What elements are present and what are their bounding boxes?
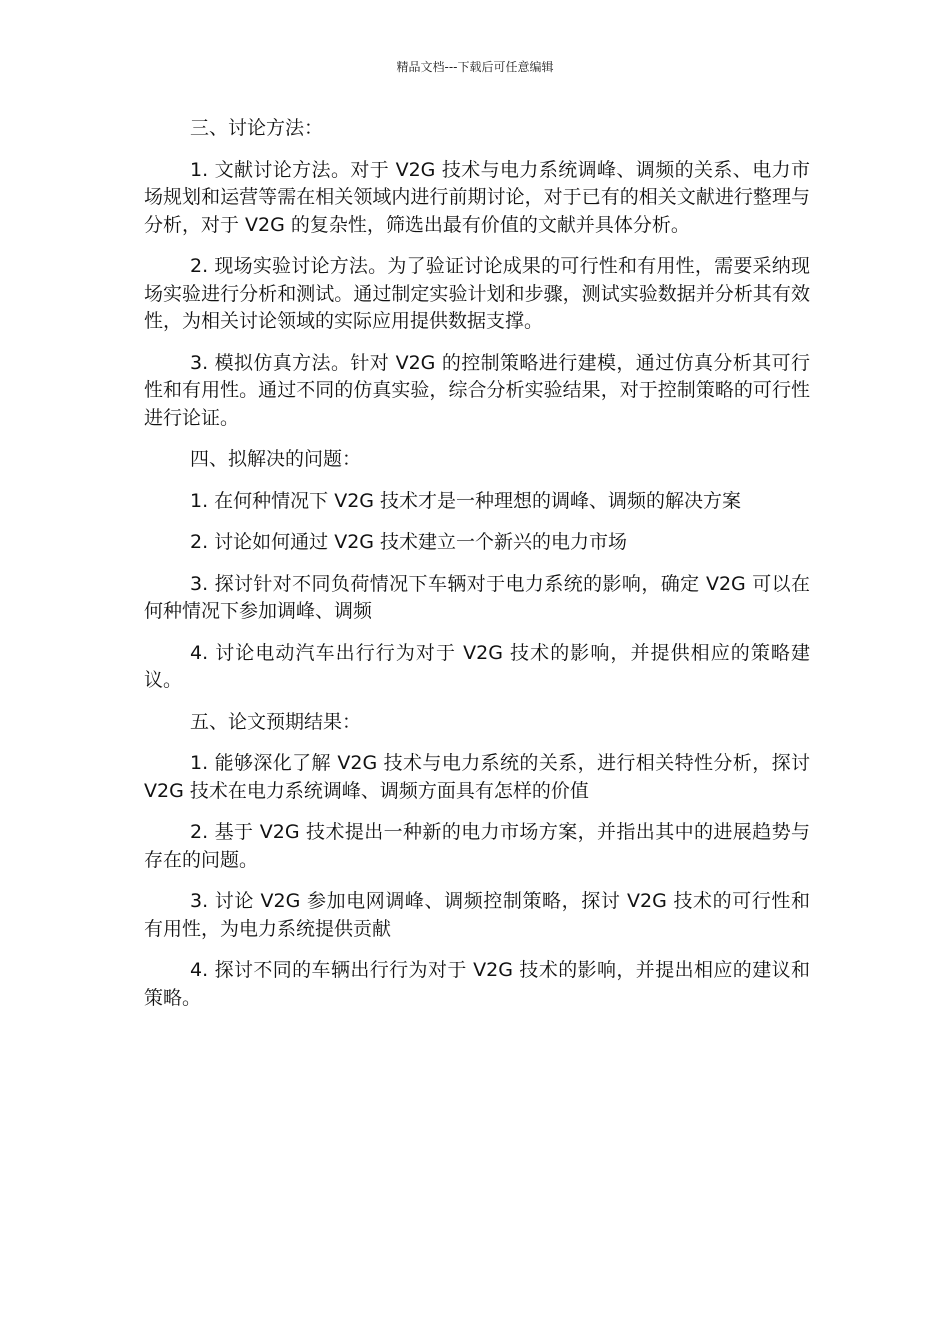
method-literature: 1. 文献讨论方法。对于 V2G 技术与电力系统调峰、调频的关系、电力市场规划和运营等需在相关领域内进行前期讨论，对于已有的相关文献进行整理与分析，对于 V2G 的复杂性，筛选出最有价值的文献并具体分析。 (144, 158, 810, 236)
result-item-4: 4. 探讨不同的车辆出行行为对于 V2G 技术的影响，并提出相应的建议和策略。 (144, 959, 810, 1009)
method-simulation: 3. 模拟仿真方法。针对 V2G 的控制策略进行建模，通过仿真分析其可行性和有用性。通过不同的仿真实验，综合分析实验结果，对于控制策略的可行性进行论证。 (144, 351, 810, 429)
document-body (144, 115, 810, 1026)
problem-item-1: 1. 在何种情况下 V2G 技术才是一种理想的调峰、调频的解决方案 (190, 489, 742, 512)
section-heading-problems: 四、拟解决的问题： (190, 448, 362, 470)
page-header: 精品文档---下载后可任意编辑 (396, 60, 554, 74)
result-item-3: 3. 讨论 V2G 参加电网调峰、调频控制策略，探讨 V2G 技术的可行性和有用性，为电力系统提供贡献 (144, 890, 810, 940)
method-field-experiment: 2. 现场实验讨论方法。为了验证讨论成果的可行性和有用性，需要采纳现场实验进行分析和测试。通过制定实验计划和步骤，测试实验数据并分析其有效性，为相关讨论领域的实际应用提供数据支撑。 (144, 255, 810, 332)
section-heading-methods: 三、讨论方法： (190, 117, 324, 139)
problem-item-4: 4. 讨论电动汽车出行行为对于 V2G 技术的影响，并提供相应的策略建议。 (144, 641, 810, 691)
problem-item-2: 2. 讨论如何通过 V2G 技术建立一个新兴的电力市场 (190, 531, 628, 553)
result-item-2: 2. 基于 V2G 技术提出一种新的电力市场方案，并指出其中的进展趋势与存在的问题。 (144, 821, 810, 871)
section-heading-expected-results: 五、论文预期结果： (190, 710, 362, 733)
problem-item-3: 3. 探讨针对不同负荷情况下车辆对于电力系统的影响，确定 V2G 可以在何种情况下参加调峰、调频 (144, 572, 810, 622)
result-item-1: 1. 能够深化了解 V2G 技术与电力系统的关系，进行相关特性分析，探讨 V2G 技术在电力系统调峰、调频方面具有怎样的价值 (144, 752, 810, 802)
